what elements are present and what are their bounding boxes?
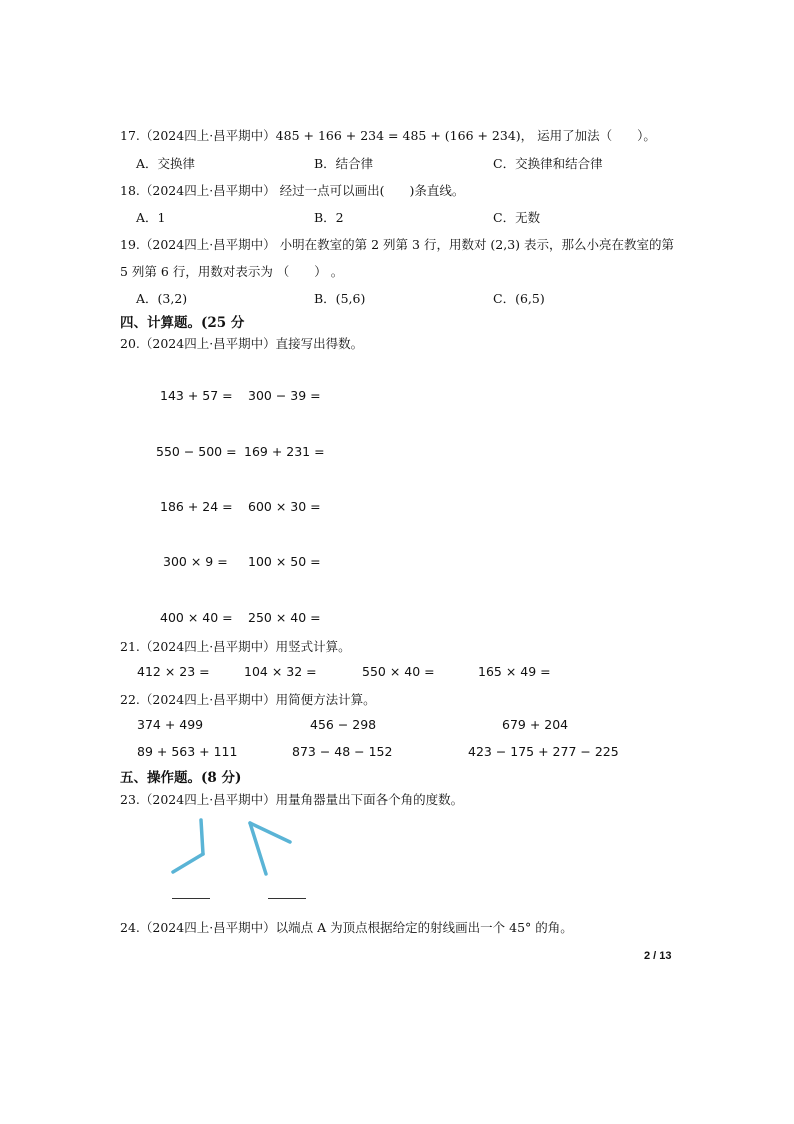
q22-item: 456 − 298: [310, 717, 377, 732]
question-18-stem: 18.（2024四上·昌平期中） 经过一点可以画出( )条直线。: [120, 183, 465, 198]
q18-option-c: C．无数: [493, 210, 541, 225]
q20-item: 550 − 500 =: [156, 444, 237, 459]
answer-blank-angle-2[interactable]: [268, 898, 306, 899]
q17-option-b: B．结合律: [314, 156, 374, 171]
question-17-stem: 17.（2024四上·昌平期中）485 + 166 + 234 = 485 + (166 + 234)， 运用了加法（ ）。: [120, 128, 656, 143]
angle-1: [173, 820, 203, 872]
q20-item: 300 × 9 =: [163, 554, 228, 569]
section-4-heading: 四、计算题。(25 分: [120, 315, 245, 331]
q19-option-b: B．(5,6): [314, 291, 366, 306]
question-19-stem-line2: 5 列第 6 行，用数对表示为 （ ） 。: [120, 264, 344, 279]
question-22-stem: 22.（2024四上·昌平期中）用简便方法计算。: [120, 692, 376, 707]
q22-item: 89 + 563 + 111: [137, 744, 238, 759]
q22-item: 679 + 204: [502, 717, 569, 732]
q18-option-b: B．2: [314, 210, 344, 225]
question-21-stem: 21.（2024四上·昌平期中）用竖式计算。: [120, 639, 351, 654]
q20-item: 100 × 50 =: [248, 554, 321, 569]
answer-blank-angle-1[interactable]: [172, 898, 210, 899]
q22-item: 873 − 48 − 152: [292, 744, 393, 759]
q21-item: 104 × 32 =: [244, 664, 317, 679]
q20-item: 143 + 57 =: [160, 388, 233, 403]
q19-option-a: A．(3,2): [136, 291, 188, 306]
angle-figures: [160, 812, 310, 882]
q17-option-a: A．交换律: [136, 156, 196, 171]
question-23-stem: 23.（2024四上·昌平期中）用量角器量出下面各个角的度数。: [120, 792, 464, 807]
q22-item: 374 + 499: [137, 717, 204, 732]
q20-item: 186 + 24 =: [160, 499, 233, 514]
q20-item: 600 × 30 =: [248, 499, 321, 514]
q20-item: 400 × 40 =: [160, 610, 233, 625]
q20-item: 250 × 40 =: [248, 610, 321, 625]
q21-item: 165 × 49 =: [478, 664, 551, 679]
q20-item: 300 − 39 =: [248, 388, 321, 403]
angle-2: [250, 823, 290, 874]
q21-item: 550 × 40 =: [362, 664, 435, 679]
question-24-stem: 24.（2024四上·昌平期中）以端点 A 为顶点根据给定的射线画出一个 45° 的角。: [120, 920, 573, 935]
q18-option-a: A．1: [136, 210, 166, 225]
q17-option-c: C．交换律和结合律: [493, 156, 603, 171]
q19-option-c: C．(6,5): [493, 291, 545, 306]
question-20-stem: 20.（2024四上·昌平期中）直接写出得数。: [120, 336, 364, 351]
q21-item: 412 × 23 =: [137, 664, 210, 679]
q20-item: 169 + 231 =: [244, 444, 325, 459]
page-number: 2 / 13: [644, 950, 672, 962]
question-19-stem-line1: 19.（2024四上·昌平期中） 小明在教室的第 2 列第 3 行，用数对 (2,3) 表示，那么小亮在教室的第: [120, 237, 675, 252]
q22-item: 423 − 175 + 277 − 225: [468, 744, 619, 759]
section-5-heading: 五、操作题。(8 分): [120, 770, 242, 786]
